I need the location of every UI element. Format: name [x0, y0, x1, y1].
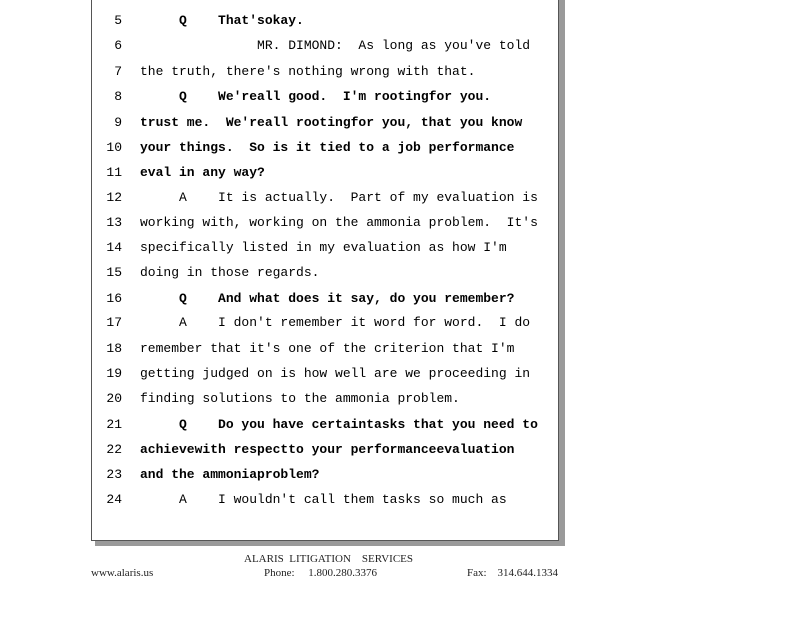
- line-text: A It is actually. Part of my evaluation is: [140, 190, 538, 205]
- line-text: achievewith respectto your performanceevaluation: [140, 442, 515, 457]
- line-number: 21: [106, 417, 122, 432]
- footer-fax: Fax: 314.644.1334: [467, 567, 559, 579]
- line-number: 5: [114, 13, 122, 28]
- line-number: 14: [106, 240, 122, 255]
- line-number: 24: [106, 492, 122, 507]
- line-text: Q We'reall good. I'm rootingfor you.: [140, 89, 492, 104]
- line-text: specifically listed in my evaluation as how I'm: [140, 240, 507, 255]
- line-text: getting judged on is how well are we proceeding in: [140, 366, 531, 381]
- line-number: 8: [114, 89, 122, 104]
- line-number: 7: [114, 64, 122, 79]
- line-text: Q And what does it say, do you remember?: [140, 291, 515, 306]
- transcript-page: [91, 0, 559, 541]
- line-number: 16: [106, 291, 122, 306]
- line-number: 19: [106, 366, 122, 381]
- line-number: 12: [106, 190, 122, 205]
- line-number: 23: [106, 467, 122, 482]
- footer-phone: Phone: 1.800.280.3376: [264, 567, 378, 579]
- line-text: eval in any way?: [140, 165, 265, 180]
- line-number: 11: [106, 165, 122, 180]
- line-number: 10: [106, 140, 122, 155]
- line-text: your things. So is it tied to a job performance: [140, 140, 515, 155]
- line-number: 15: [106, 265, 122, 280]
- line-text: the truth, there's nothing wrong with that.: [140, 64, 476, 79]
- line-number: 22: [106, 442, 122, 457]
- line-text: A I wouldn't call them tasks so much as: [140, 492, 507, 507]
- footer-website[interactable]: www.alaris.us: [91, 567, 154, 579]
- line-text: working with, working on the ammonia problem. It's: [140, 215, 538, 230]
- line-text: finding solutions to the ammonia problem.: [140, 391, 460, 406]
- line-number: 6: [114, 38, 122, 53]
- line-text: doing in those regards.: [140, 265, 320, 280]
- line-text: remember that it's one of the criterion that I'm: [140, 341, 515, 356]
- line-number: 18: [106, 341, 122, 356]
- line-number: 13: [106, 215, 122, 230]
- footer-company: ALARIS LITIGATION SERVICES: [244, 553, 414, 565]
- line-number: 20: [106, 391, 122, 406]
- line-number: 9: [114, 115, 122, 130]
- line-text: and the ammoniaproblem?: [140, 467, 320, 482]
- line-number: 17: [106, 315, 122, 330]
- line-text: Q Do you have certaintasks that you need to: [140, 417, 538, 432]
- line-text: Q That'sokay.: [140, 13, 304, 28]
- line-text: MR. DIMOND: As long as you've told: [140, 38, 531, 53]
- line-text: trust me. We'reall rootingfor you, that you know: [140, 115, 523, 130]
- line-text: A I don't remember it word for word. I do: [140, 315, 531, 330]
